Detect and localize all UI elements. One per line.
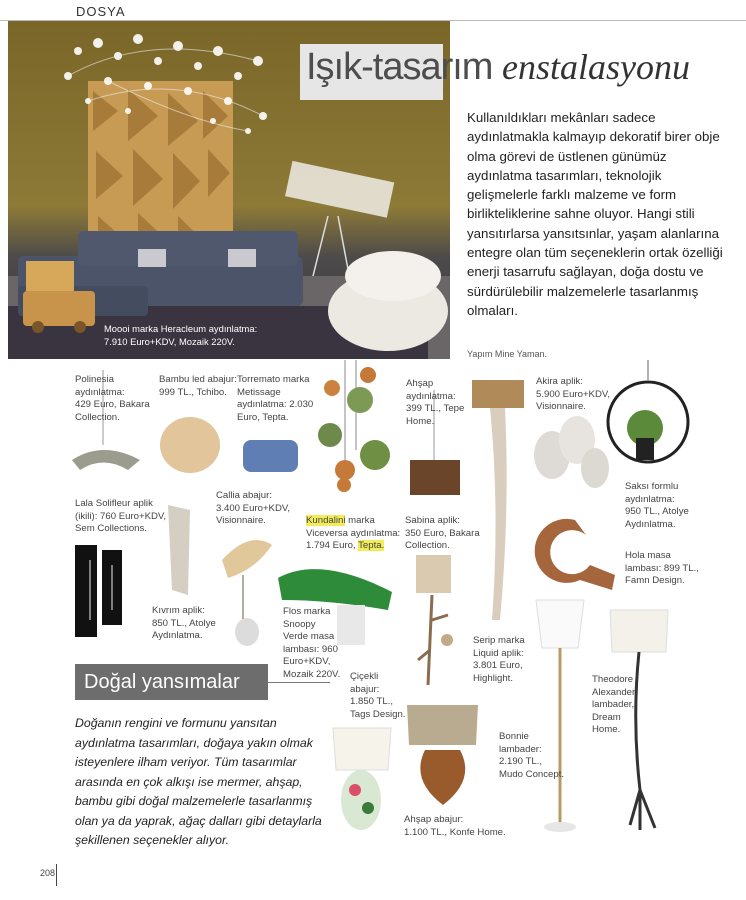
caption-line: Snoopy	[283, 618, 316, 630]
caption-line: Alexander	[592, 686, 636, 698]
caption-callia	[216, 490, 290, 528]
caption-text: 1.794 Euro,	[306, 540, 356, 552]
hero-caption	[104, 322, 257, 348]
caption-line: Ahşap	[406, 378, 434, 389]
caption-line: Collection.	[75, 411, 120, 423]
caption-line: Akira aplik:	[536, 376, 583, 387]
cicekli-abajur-image	[333, 728, 391, 830]
caption-line: Çiçekli	[350, 671, 379, 682]
caption-line: 350 Euro, Bakara	[405, 527, 480, 539]
caption-line: Saksı formlu	[625, 481, 679, 492]
credit: Yapım Mine Yaman.	[467, 349, 548, 359]
caption-line: Home.	[406, 415, 435, 427]
caption-line: lambası: 899 TL.,	[625, 562, 699, 574]
caption-line: Visionnaire.	[536, 401, 586, 413]
serip-aplik-image	[472, 380, 524, 620]
caption-line: Viceversa aydınlatma:	[306, 527, 401, 539]
caption-saksi	[625, 481, 689, 531]
caption-line: Metissage	[237, 386, 281, 398]
caption-line: (ikili): 760 Euro+KDV,	[75, 510, 167, 522]
heading-rule	[268, 682, 330, 683]
caption-line: 850 TL., Atolye	[152, 617, 216, 629]
bambu-abajur-image	[160, 417, 220, 473]
caption-line: Mozaik 220V.	[283, 668, 341, 680]
caption-line: Bambu led abajur:	[159, 374, 237, 385]
caption-kundalini	[306, 515, 400, 553]
caption-ahsap-abajur	[404, 814, 506, 839]
caption-line: Verde masa	[283, 631, 335, 643]
title-italic: enstalasyonu	[502, 47, 691, 87]
caption-line: Collection.	[405, 540, 450, 552]
ahsap-abajur-image	[407, 705, 478, 805]
caption-bambu	[159, 374, 237, 399]
lala-aplik-image	[75, 545, 122, 637]
caption-line: Flos marka	[283, 606, 331, 617]
caption-cicekli	[350, 671, 405, 721]
caption-line: Bonnie	[499, 731, 529, 742]
caption-line: Liquid aplik:	[473, 647, 524, 659]
hero-caption-line: 7.910 Euro+KDV, Mozaik 220V.	[104, 336, 235, 347]
title-bold: Işık-tasarım	[306, 46, 493, 88]
caption-line: Dream	[592, 711, 621, 723]
caption-line: 999 TL., Tchibo.	[159, 386, 227, 398]
caption-line: Mudo Concept.	[499, 768, 565, 780]
caption-line: abajur:	[350, 683, 380, 695]
hola-lamp-image	[535, 519, 615, 590]
caption-line: 2.190 TL.,	[499, 756, 543, 768]
caption-akira	[536, 376, 610, 414]
caption-line: Hola masa	[625, 550, 671, 561]
caption-line: Sabina aplik:	[405, 515, 460, 526]
caption-line: 1.100 TL., Konfe Home.	[404, 826, 506, 838]
callia-abajur-image	[222, 540, 272, 646]
bonnie-lambader-image	[536, 600, 584, 832]
caption-lala	[75, 498, 166, 536]
caption-line: Lala Solifleur aplik	[75, 498, 153, 509]
page-number-rule	[56, 864, 57, 886]
caption-line: 950 TL., Atolye	[625, 506, 689, 518]
caption-line: 399 TL., Tepe	[406, 403, 465, 415]
caption-line: Euro+KDV,	[283, 656, 331, 668]
caption-text: marka	[348, 515, 375, 526]
caption-line: Theodore	[592, 674, 634, 685]
caption-line: Polinesia	[75, 374, 114, 385]
caption-line: Kıvrım aplik:	[152, 605, 205, 616]
caption-line: lambader,	[592, 699, 635, 711]
caption-line: lambader:	[499, 743, 542, 755]
caption-line: lambası: 960	[283, 643, 338, 655]
caption-line: Euro, Tepta.	[237, 411, 289, 423]
brand-highlight: Tepta.	[358, 540, 385, 552]
caption-line: 1.850 TL.,	[350, 696, 394, 708]
caption-line: Callia abajur:	[216, 490, 272, 501]
page-number: 208	[40, 868, 56, 878]
caption-line: Serip marka	[473, 635, 525, 646]
caption-line: Torremato marka	[237, 374, 310, 385]
caption-line: Ahşap abajur:	[404, 814, 464, 825]
caption-line: Aydınlatma.	[625, 518, 676, 530]
caption-line	[306, 515, 400, 528]
caption-torremato	[237, 374, 313, 424]
caption-line: Home.	[592, 724, 621, 736]
caption-line: 429 Euro, Bakara	[75, 399, 150, 411]
torremato-lamp-image	[243, 440, 298, 472]
caption-bonnie	[499, 731, 564, 781]
saksi-lamp-image	[608, 360, 688, 462]
section-heading: Doğal yansımalar	[84, 671, 240, 693]
section-body: Doğanın rengini ve formunu yansıtan aydınlatma tasarımları, doğaya yakın olmak isteyenlere ilham veriyor. Tüm tasarımlar arasında en çok alkışı ise mermer, ahşap, bambu gibi doğal malzemelerle tasarlanmış olan ya da yaprak, ağaç dalları gibi detaylarla şekillenen seçenekler alıyor.	[75, 716, 322, 847]
caption-sabina	[405, 515, 480, 553]
caption-line: Aydınlatma.	[152, 630, 203, 642]
caption-line: 5.900 Euro+KDV,	[536, 388, 611, 400]
caption-line: aydınlatma:	[406, 390, 456, 402]
section-label: DOSYA	[76, 4, 126, 19]
caption-line: Famn Design.	[625, 575, 685, 587]
caption-line: 3.400 Euro+KDV,	[216, 502, 291, 514]
sabina-aplik-image	[416, 555, 453, 685]
caption-line: 3.801 Euro,	[473, 660, 523, 672]
caption-line: aydınlatma: 2.030	[237, 399, 314, 411]
hero-caption-line: Moooi marka Heracleum aydınlatma:	[104, 323, 258, 334]
caption-line: Highlight.	[473, 672, 513, 684]
caption-line: Tags Design.	[350, 708, 406, 720]
caption-ahsap-aydinlatma	[406, 378, 464, 428]
caption-flos	[283, 606, 340, 682]
caption-line: aydınlatma:	[625, 493, 675, 505]
caption-line: Visionnaire.	[216, 515, 266, 527]
caption-line: Sem Collections.	[75, 523, 147, 535]
article-title	[306, 46, 690, 89]
caption-theodore	[592, 674, 635, 737]
caption-serip	[473, 635, 525, 685]
caption-line	[306, 540, 400, 553]
caption-line: aydınlatma:	[75, 386, 125, 398]
caption-hola	[625, 550, 699, 588]
kivrim-aplik-image	[168, 505, 190, 595]
caption-polinesia	[75, 374, 150, 424]
caption-kivrim	[152, 605, 216, 643]
brand-highlight: Kundalini	[306, 515, 346, 526]
akira-aplik-image	[534, 416, 609, 488]
kundalini-lamp-image	[318, 360, 390, 492]
intro-paragraph: Kullanıldıkları mekânları sadece aydınlatmakla kalmayıp dekoratif birer obje olma görevi de üstlenen günümüz aydınlatma tasarımları, teknolojik gelişmelerle farklı malzeme ve form birlikteliklerine sahne oluyor. Hangi stili yansıtırlarsa yansıtsınlar, yaşam alanlarına entegre olan tüm seçeneklerin ortak özelliği enerji tasarrufu sağlayan, doğa dostu ve sürdürülebilir malzemelerle tasarlanmış olmaları.	[467, 110, 723, 318]
